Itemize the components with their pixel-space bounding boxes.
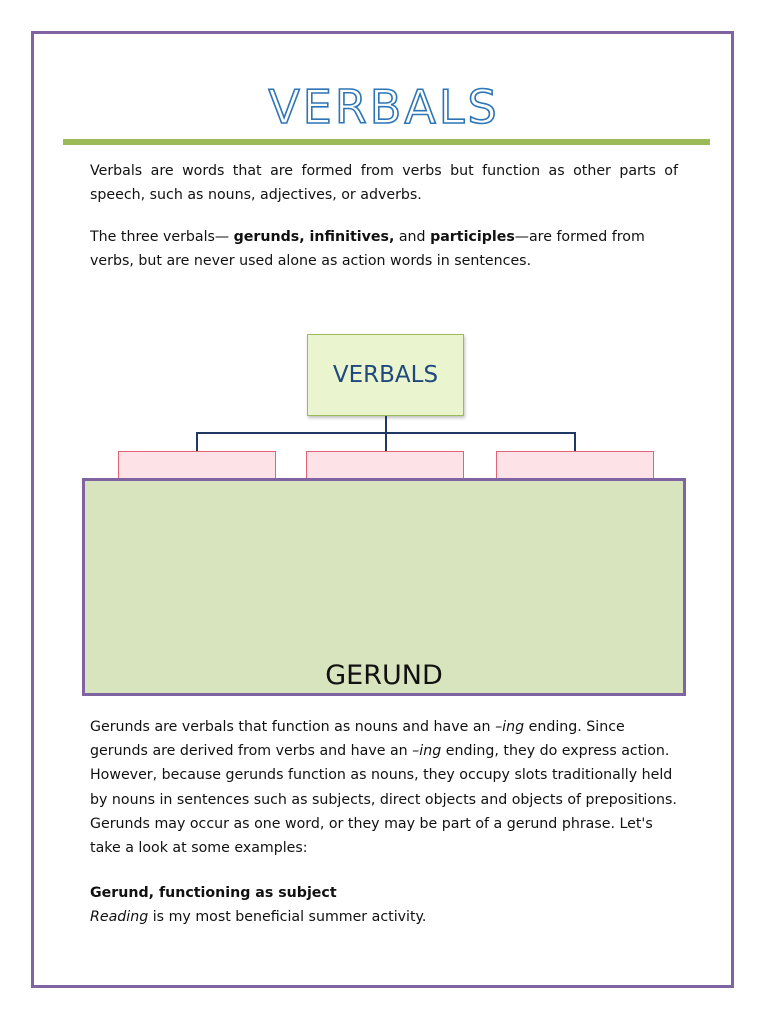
gerund-panel-label: GERUND	[325, 660, 443, 691]
intro-text-and: and	[394, 229, 431, 245]
diagram-root-label: VERBALS	[332, 362, 439, 388]
gerund-text-1: Gerunds are verbals that function as nouns and have an	[90, 719, 496, 735]
title-underline	[63, 139, 710, 145]
intro-bold-gerunds-infinitives: gerunds, infinitives,	[233, 229, 395, 245]
diagram-connector-middle	[385, 432, 387, 452]
gerund-text-3: ending, they do express action. However, because gerunds function as nouns, they occupy slots traditionally held by nouns in sentences such as subjects, direct objects and objects of prepositions. Gerunds may occur as one word, or they may be part of a gerund phrase. Let's take a look at some examples:	[90, 743, 677, 857]
gerund-ing-1: –ing	[495, 719, 525, 735]
diagram-root-node	[307, 334, 464, 416]
intro-text-start: The three verbals—	[90, 229, 234, 245]
intro-paragraph-2	[90, 225, 678, 273]
gerund-ing-2: –ing	[412, 743, 442, 760]
example-gerund-word: Reading	[90, 909, 149, 925]
intro-paragraph-1: Verbals are words that are formed from verbs but function as other parts of speech, such as nouns, adjectives, or adverbs.	[90, 163, 678, 203]
example-sentence	[90, 905, 678, 929]
intro-bold-participles: participles	[430, 229, 515, 245]
gerund-panel	[82, 478, 686, 696]
example-heading: Gerund, functioning as subject	[90, 885, 337, 901]
page-title: VERBALS	[268, 80, 500, 134]
diagram-connector-right	[574, 432, 576, 452]
diagram-connector-left	[196, 432, 198, 452]
intro-text-end: —are formed from verbs, but are never used alone as action words in sentences.	[90, 229, 645, 269]
example-sentence-rest: is my most beneficial summer activity.	[148, 909, 427, 925]
gerund-paragraph	[90, 715, 678, 860]
gerund-text-2: ending. Since gerunds are derived from verbs and have an	[90, 719, 625, 760]
diagram-connector-stem	[385, 416, 387, 433]
